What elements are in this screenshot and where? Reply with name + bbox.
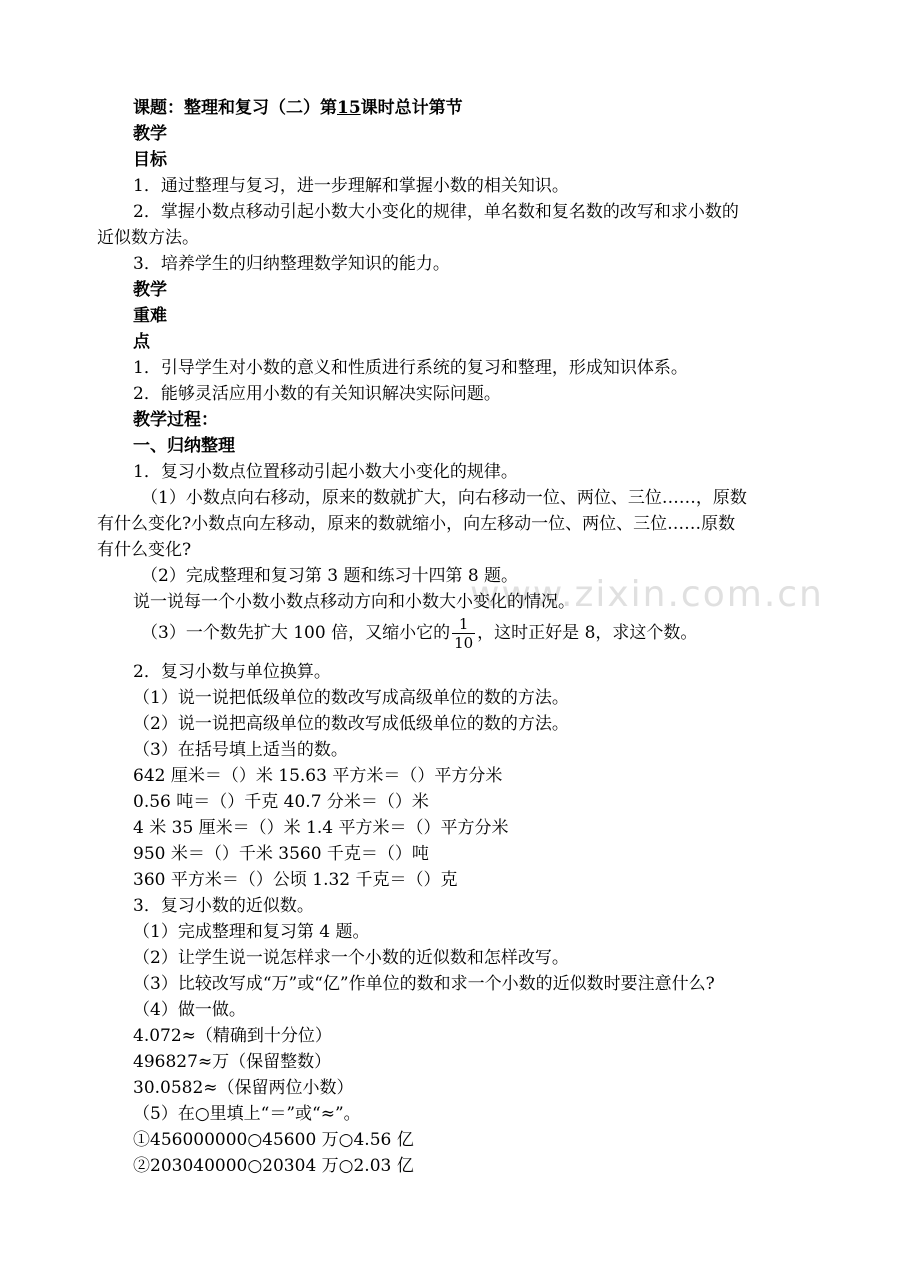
conversion-4: 950 米＝（）千米 3560 千克＝（）吨: [133, 844, 429, 864]
conversion-3: 4 米 35 厘米＝（）米 1.4 平方米＝（）平方分米: [133, 818, 509, 838]
watermark: www.zixin.com.cn: [470, 574, 824, 615]
item-1-p2-note: 说一说每一个小数小数点移动方向和小数大小变化的情况。: [133, 592, 575, 612]
item-2-sub-1: （1）说一说把低级单位的数改写成高级单位的数的方法。: [133, 688, 569, 708]
item-2-sub-2: （2）说一说把高级单位的数改写成低级单位的数的方法。: [133, 714, 569, 734]
item-1-p3-after: ，这时正好是 8，求这个数。: [477, 623, 698, 643]
compare-2: ②203040000○20304 万○2.03 亿: [133, 1156, 414, 1176]
focus-label-line-2: 重难: [133, 306, 167, 326]
lesson-number: 15: [337, 98, 361, 118]
focus-label-line-3: 点: [133, 332, 150, 352]
item-3-sub-4: （4）做一做。: [133, 1000, 246, 1020]
lesson-title: [133, 95, 833, 121]
title-suffix: 课时总计第节: [360, 98, 463, 118]
item-2: 2．复习小数与单位换算。: [133, 662, 331, 682]
focus-2: 2．能够灵活应用小数的有关知识解决实际问题。: [133, 384, 501, 404]
fraction-denominator: 10: [454, 634, 474, 652]
item-2-sub-3: （3）在括号填上适当的数。: [133, 740, 348, 760]
item-1-p1-line-2: 有什么变化?小数点向左移动，原来的数就缩小，向左移动一位、两位、三位……原数: [97, 514, 736, 534]
goals-label-line-2: 目标: [133, 150, 167, 170]
focus-label-line-1: 教学: [133, 280, 167, 300]
approx-1: 4.072≈（精确到十分位）: [133, 1026, 332, 1046]
conversion-5: 360 平方米＝（）公顷 1.32 千克＝（）克: [133, 870, 458, 890]
item-3-sub-2: （2）让学生说一说怎样求一个小数的近似数和怎样改写。: [133, 948, 569, 968]
conversion-2: 0.56 吨＝（）千克 40.7 分米＝（）米: [133, 792, 429, 812]
item-1-p2: （2）完成整理和复习第 3 题和练习十四第 8 题。: [141, 566, 519, 586]
item-3-sub-5: （5）在○里填上“＝”或“≈”。: [133, 1104, 361, 1124]
fraction-numerator: 1: [452, 615, 475, 634]
goal-3: 3．培养学生的归纳整理数学知识的能力。: [133, 254, 450, 274]
item-1: 1．复习小数点位置移动引起小数大小变化的规律。: [133, 462, 518, 482]
section-1-heading: 一、归纳整理: [133, 436, 235, 456]
item-1-p1-line-1: （1）小数点向右移动，原来的数就扩大，向右移动一位、两位、三位……，原数: [141, 488, 747, 508]
conversion-1: 642 厘米＝（）米 15.63 平方米＝（）平方分米: [133, 766, 503, 786]
fraction: [452, 615, 475, 652]
compare-1: ①456000000○45600 万○4.56 亿: [133, 1130, 414, 1150]
goal-2-cont: 近似数方法。: [97, 228, 199, 248]
item-3-sub-1: （1）完成整理和复习第 4 题。: [133, 922, 370, 942]
item-1-p3: [141, 614, 841, 652]
goal-2: 2．掌握小数点移动引起小数大小变化的规律，单名数和复名数的改写和求小数的: [133, 202, 739, 222]
goal-1: 1．通过整理与复习，进一步理解和掌握小数的相关知识。: [133, 176, 569, 196]
item-3-sub-3: （3）比较改写成“万”或“亿”作单位的数和求一个小数的近似数时要注意什么?: [133, 974, 715, 994]
focus-1: 1．引导学生对小数的意义和性质进行系统的复习和整理，形成知识体系。: [133, 358, 688, 378]
item-1-p1-line-3: 有什么变化?: [97, 540, 192, 560]
item-1-p3-before: （3）一个数先扩大 100 倍，又缩小它的: [141, 623, 451, 643]
title-prefix: 课题：整理和复习（二）第: [133, 98, 337, 118]
item-3: 3．复习小数的近似数。: [133, 896, 314, 916]
goals-label-line-1: 教学: [133, 124, 167, 144]
approx-3: 30.0582≈（保留两位小数）: [133, 1078, 354, 1098]
process-label: 教学过程：: [133, 410, 218, 430]
approx-2: 496827≈万（保留整数）: [133, 1052, 332, 1072]
